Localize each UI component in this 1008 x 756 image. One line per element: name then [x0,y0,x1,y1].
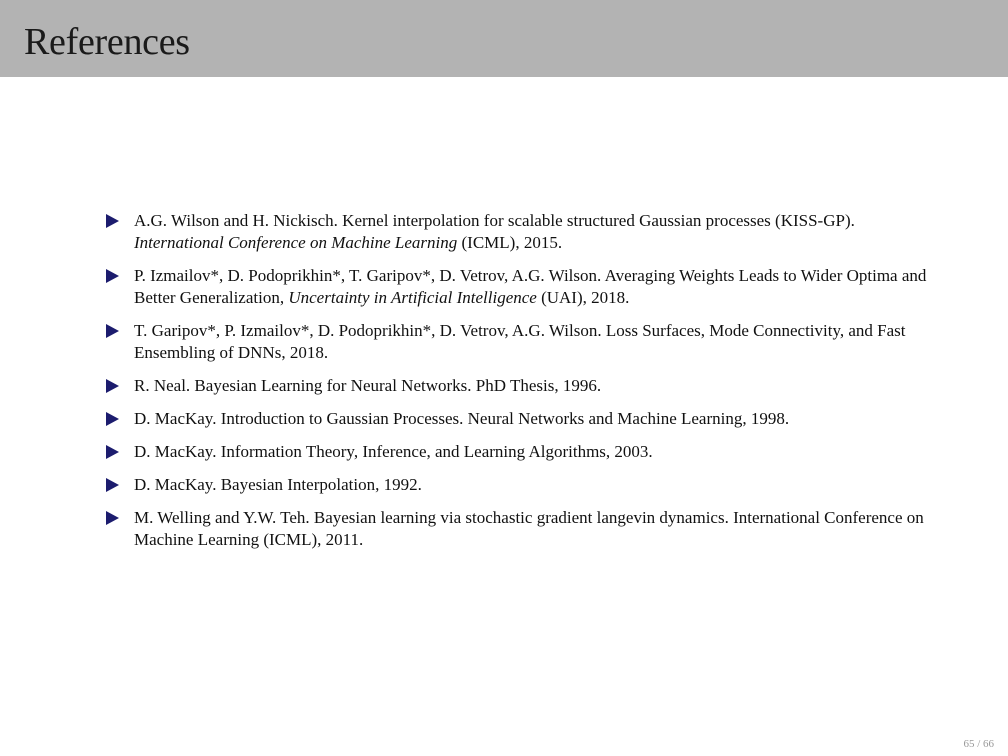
reference-text: R. Neal. Bayesian Learning for Neural Networks. PhD Thesis, 1996. [134,376,602,395]
reference-list [104,210,934,562]
title-bar [0,0,1008,77]
reference-text: A.G. Wilson and H. Nickisch. Kernel interpolation for scalable structured Gaussian processes (KISS-GP). International Conference on Machine Learning (ICML), 2015. [134,211,855,252]
reference-item [104,210,934,254]
triangle-bullet-icon [106,379,119,393]
reference-text: M. Welling and Y.W. Teh. Bayesian learning via stochastic gradient langevin dynamics. International Conference on Machine Learning (ICML), 2011. [134,508,924,549]
page-number: 65 / 66 [963,738,994,750]
triangle-bullet-icon [106,511,119,525]
triangle-bullet-icon [106,478,119,492]
reference-text: D. MacKay. Bayesian Interpolation, 1992. [134,475,422,494]
reference-item [104,265,934,309]
triangle-bullet-icon [106,445,119,459]
reference-text: D. MacKay. Introduction to Gaussian Processes. Neural Networks and Machine Learning, 1998. [134,409,790,428]
reference-item [104,320,934,364]
slide-title: References [24,21,190,63]
reference-text: P. Izmailov*, D. Podoprikhin*, T. Garipov*, D. Vetrov, A.G. Wilson. Averaging Weights Leads to Wider Optima and Better Generalization, Uncertainty in Artificial Intelligence (UAI), 2018. [134,266,927,307]
triangle-bullet-icon [106,214,119,228]
reference-item [104,375,934,397]
reference-item [104,441,934,463]
reference-item [104,507,934,551]
reference-item [104,474,934,496]
reference-item [104,408,934,430]
triangle-bullet-icon [106,412,119,426]
triangle-bullet-icon [106,324,119,338]
reference-text: D. MacKay. Information Theory, Inference, and Learning Algorithms, 2003. [134,442,653,461]
triangle-bullet-icon [106,269,119,283]
reference-text: T. Garipov*, P. Izmailov*, D. Podoprikhin*, D. Vetrov, A.G. Wilson. Loss Surfaces, Mode Connectivity, and Fast Ensembling of DNNs, 2018. [134,321,906,362]
